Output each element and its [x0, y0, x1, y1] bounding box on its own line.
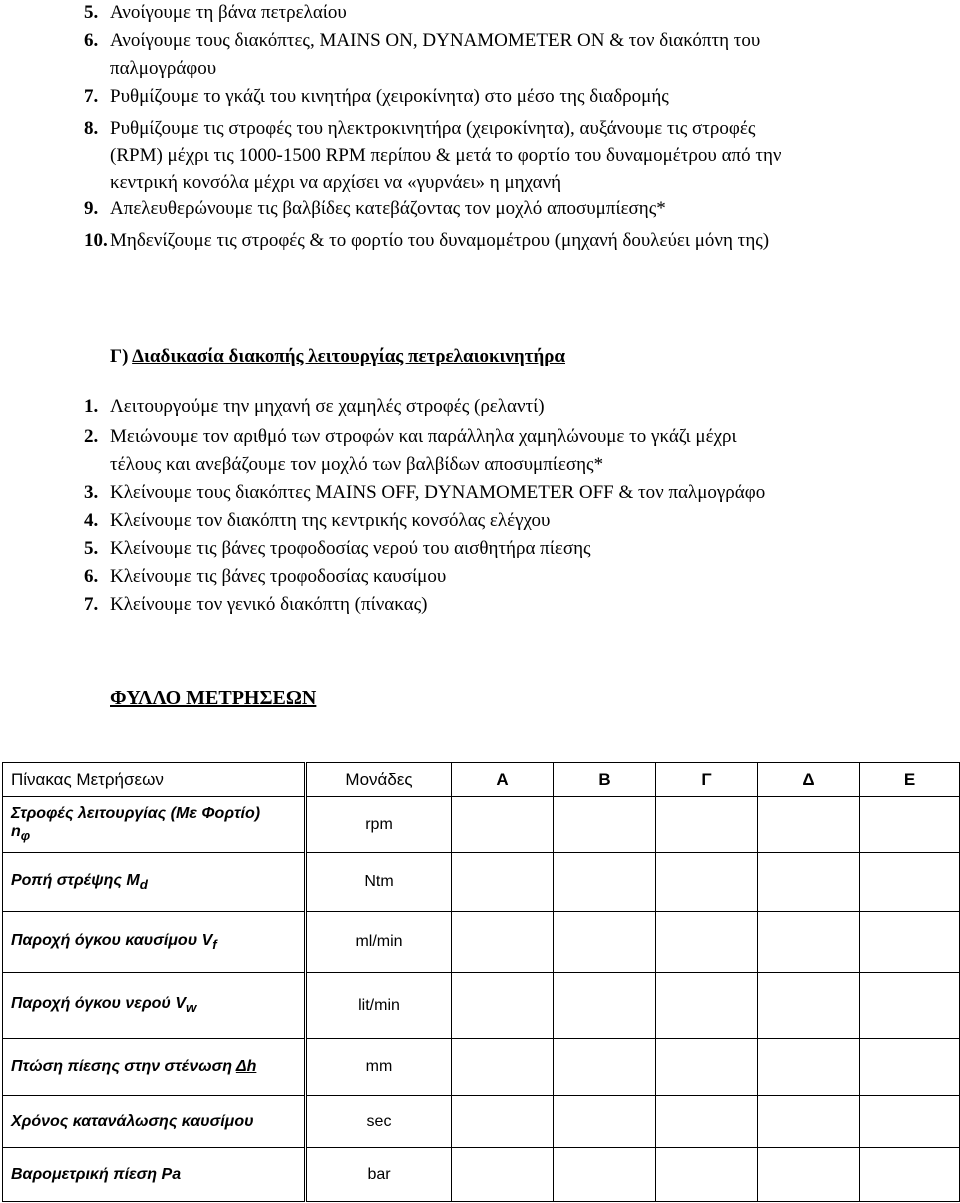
table-header-row — [3, 763, 960, 797]
table-row — [3, 973, 960, 1039]
label-text: Ροπή στρέψης M — [11, 871, 140, 889]
header-cell: Δ — [758, 763, 860, 797]
value-cell-a[interactable] — [452, 1148, 554, 1202]
step-text: Ανοίγουμε τους διακόπτες, MAINS ON, DYNAMOMETER ON & τον διακόπτη του — [110, 30, 761, 51]
table-row — [3, 797, 960, 853]
row-label — [3, 853, 306, 912]
value-cell-g[interactable] — [656, 973, 758, 1039]
step-number: 9. — [84, 198, 99, 219]
value-cell-b[interactable] — [554, 1148, 656, 1202]
step-number: 7. — [84, 86, 99, 107]
label-text-2: n — [11, 823, 21, 841]
label-text: Παροχή όγκου νερού V — [11, 995, 186, 1013]
step-text: Ανοίγουμε τη βάνα πετρελαίου — [110, 2, 347, 23]
value-cell-a[interactable] — [452, 912, 554, 973]
shutdown-step-3 — [84, 480, 765, 506]
step-number: 7. — [84, 594, 99, 615]
table-row — [3, 1039, 960, 1096]
label-underlined: Δh — [235, 1058, 257, 1075]
value-cell-d[interactable] — [758, 853, 860, 912]
value-cell-g[interactable] — [656, 1148, 758, 1202]
measurements-table — [2, 762, 960, 1202]
header-cell: A — [452, 763, 554, 797]
value-cell-e[interactable] — [860, 1148, 960, 1202]
table-row — [3, 1096, 960, 1148]
step-7 — [84, 84, 669, 110]
step-6-continued: παλμογράφου — [110, 58, 217, 79]
value-cell-d[interactable] — [758, 1096, 860, 1148]
step-8-continued-2: κεντρική κονσόλα μέχρι να αρχίσει να «γυρνάει» η μηχανή — [110, 172, 562, 193]
label-subscript: φ — [20, 828, 31, 844]
value-cell-g[interactable] — [656, 1039, 758, 1096]
shutdown-step-5 — [84, 536, 591, 562]
label-text: Στροφές λειτουργίας (Με Φορτίο) — [11, 805, 261, 823]
value-cell-e[interactable] — [860, 853, 960, 912]
step-text: Κλείνουμε τις βάνες τροφοδοσίας καυσίμου — [110, 566, 447, 587]
header-cell: Πίνακας Μετρήσεων — [3, 763, 306, 797]
label-text: Πτώση πίεσης στην στένωση — [11, 1058, 236, 1075]
step-text: Απελευθερώνουμε τις βαλβίδες κατεβάζοντας τον μοχλό αποσυμπίεσης* — [110, 198, 666, 219]
step-text: Κλείνουμε τον διακόπτη της κεντρικής κονσόλας ελέγχου — [110, 510, 551, 531]
step-text: Ρυθμίζουμε το γκάζι του κινητήρα (χειροκίνητα) στο μέσο της διαδρομής — [110, 86, 669, 107]
step-number: 10. — [84, 230, 108, 251]
value-cell-b[interactable] — [554, 1096, 656, 1148]
value-cell-a[interactable] — [452, 1039, 554, 1096]
step-text: Λειτουργούμε την μηχανή σε χαμηλές στροφές (ρελαντί) — [110, 396, 545, 417]
row-label — [3, 973, 306, 1039]
shutdown-step-6 — [84, 564, 446, 590]
table-row — [3, 853, 960, 912]
step-number: 5. — [84, 538, 99, 559]
step-number: 5. — [84, 2, 99, 23]
step-6 — [84, 28, 760, 54]
table-row — [3, 912, 960, 973]
value-cell-e[interactable] — [860, 973, 960, 1039]
header-cell: B — [554, 763, 656, 797]
step-9 — [84, 196, 666, 222]
value-cell-b[interactable] — [554, 797, 656, 853]
row-unit: rpm — [306, 797, 452, 853]
label-text: Παροχή όγκου καυσίμου V — [11, 931, 213, 949]
table-row — [3, 1148, 960, 1202]
value-cell-b[interactable] — [554, 853, 656, 912]
step-text: Μειώνουμε τον αριθμό των στροφών και παράλληλα χαμηλώνουμε το γκάζι μέχρι — [110, 426, 737, 447]
value-cell-b[interactable] — [554, 973, 656, 1039]
sheet-title: ΦΥΛΛΟ ΜΕΤΡΗΣΕΩΝ — [110, 687, 317, 709]
step-text: Κλείνουμε τις βάνες τροφοδοσίας νερού του αισθητήρα πίεσης — [110, 538, 591, 559]
step-number: 6. — [84, 566, 99, 587]
section-heading — [110, 346, 565, 368]
step-number: 3. — [84, 482, 99, 503]
row-unit: bar — [306, 1148, 452, 1202]
row-label — [3, 797, 306, 853]
row-unit: lit/min — [306, 973, 452, 1039]
section-title: Διαδικασία διακοπής λειτουργίας πετρελαιοκινητήρα — [132, 346, 566, 367]
step-number: 4. — [84, 510, 99, 531]
step-8 — [84, 116, 755, 142]
value-cell-e[interactable] — [860, 1039, 960, 1096]
row-unit: sec — [306, 1096, 452, 1148]
step-10 — [84, 228, 769, 254]
label-subscript: w — [185, 1000, 197, 1016]
shutdown-step-2 — [84, 424, 737, 450]
value-cell-d[interactable] — [758, 973, 860, 1039]
value-cell-a[interactable] — [452, 973, 554, 1039]
step-8-continued: (RPM) μέχρι τις 1000-1500 RPM περίπου & μετά το φορτίο του δυναμομέτρου από την — [110, 145, 782, 166]
value-cell-d[interactable] — [758, 1148, 860, 1202]
step-number: 2. — [84, 426, 99, 447]
shutdown-step-7 — [84, 592, 427, 618]
label-subscript: f — [212, 937, 217, 953]
step-5 — [84, 0, 347, 26]
value-cell-d[interactable] — [758, 1039, 860, 1096]
header-cell: Γ — [656, 763, 758, 797]
value-cell-a[interactable] — [452, 853, 554, 912]
row-unit: Ntm — [306, 853, 452, 912]
value-cell-a[interactable] — [452, 797, 554, 853]
step-number: 1. — [84, 396, 99, 417]
step-text: Ρυθμίζουμε τις στροφές του ηλεκτροκινητήρα (χειροκίνητα), αυξάνουμε τις στροφές — [110, 118, 756, 139]
value-cell-d[interactable] — [758, 797, 860, 853]
value-cell-d[interactable] — [758, 912, 860, 973]
label-subscript: d — [139, 877, 148, 893]
value-cell-g[interactable] — [656, 797, 758, 853]
value-cell-e[interactable] — [860, 797, 960, 853]
value-cell-g[interactable] — [656, 853, 758, 912]
row-unit: mm — [306, 1039, 452, 1096]
step-text: Κλείνουμε τον γενικό διακόπτη (πίνακας) — [110, 594, 428, 615]
step-text: Μηδενίζουμε τις στροφές & το φορτίο του δυναμομέτρου (μηχανή δουλεύει μόνη της) — [110, 230, 770, 251]
value-cell-b[interactable] — [554, 912, 656, 973]
header-cell: E — [860, 763, 960, 797]
step-text: Κλείνουμε τους διακόπτες MAINS OFF, DYNAMOMETER OFF & τον παλμογράφο — [110, 482, 766, 503]
value-cell-a[interactable] — [452, 1096, 554, 1148]
value-cell-g[interactable] — [656, 912, 758, 973]
value-cell-b[interactable] — [554, 1039, 656, 1096]
shutdown-step-1 — [84, 394, 545, 420]
row-label — [3, 912, 306, 973]
header-cell: Μονάδες — [306, 763, 452, 797]
row-label: Χρόνος κατανάλωσης καυσίμου — [3, 1096, 306, 1148]
value-cell-g[interactable] — [656, 1096, 758, 1148]
shutdown-step-4 — [84, 508, 550, 534]
section-prefix: Γ) — [110, 346, 133, 367]
value-cell-e[interactable] — [860, 1096, 960, 1148]
value-cell-e[interactable] — [860, 912, 960, 973]
step-number: 6. — [84, 30, 99, 51]
step-number: 8. — [84, 118, 99, 139]
shutdown-step-2-continued: τέλους και ανεβάζουμε τον μοχλό των βαλβίδων αποσυμπίεσης* — [110, 454, 604, 475]
row-unit: ml/min — [306, 912, 452, 973]
row-label: Βαρομετρική πίεση Pa — [3, 1148, 306, 1202]
row-label — [3, 1039, 306, 1096]
